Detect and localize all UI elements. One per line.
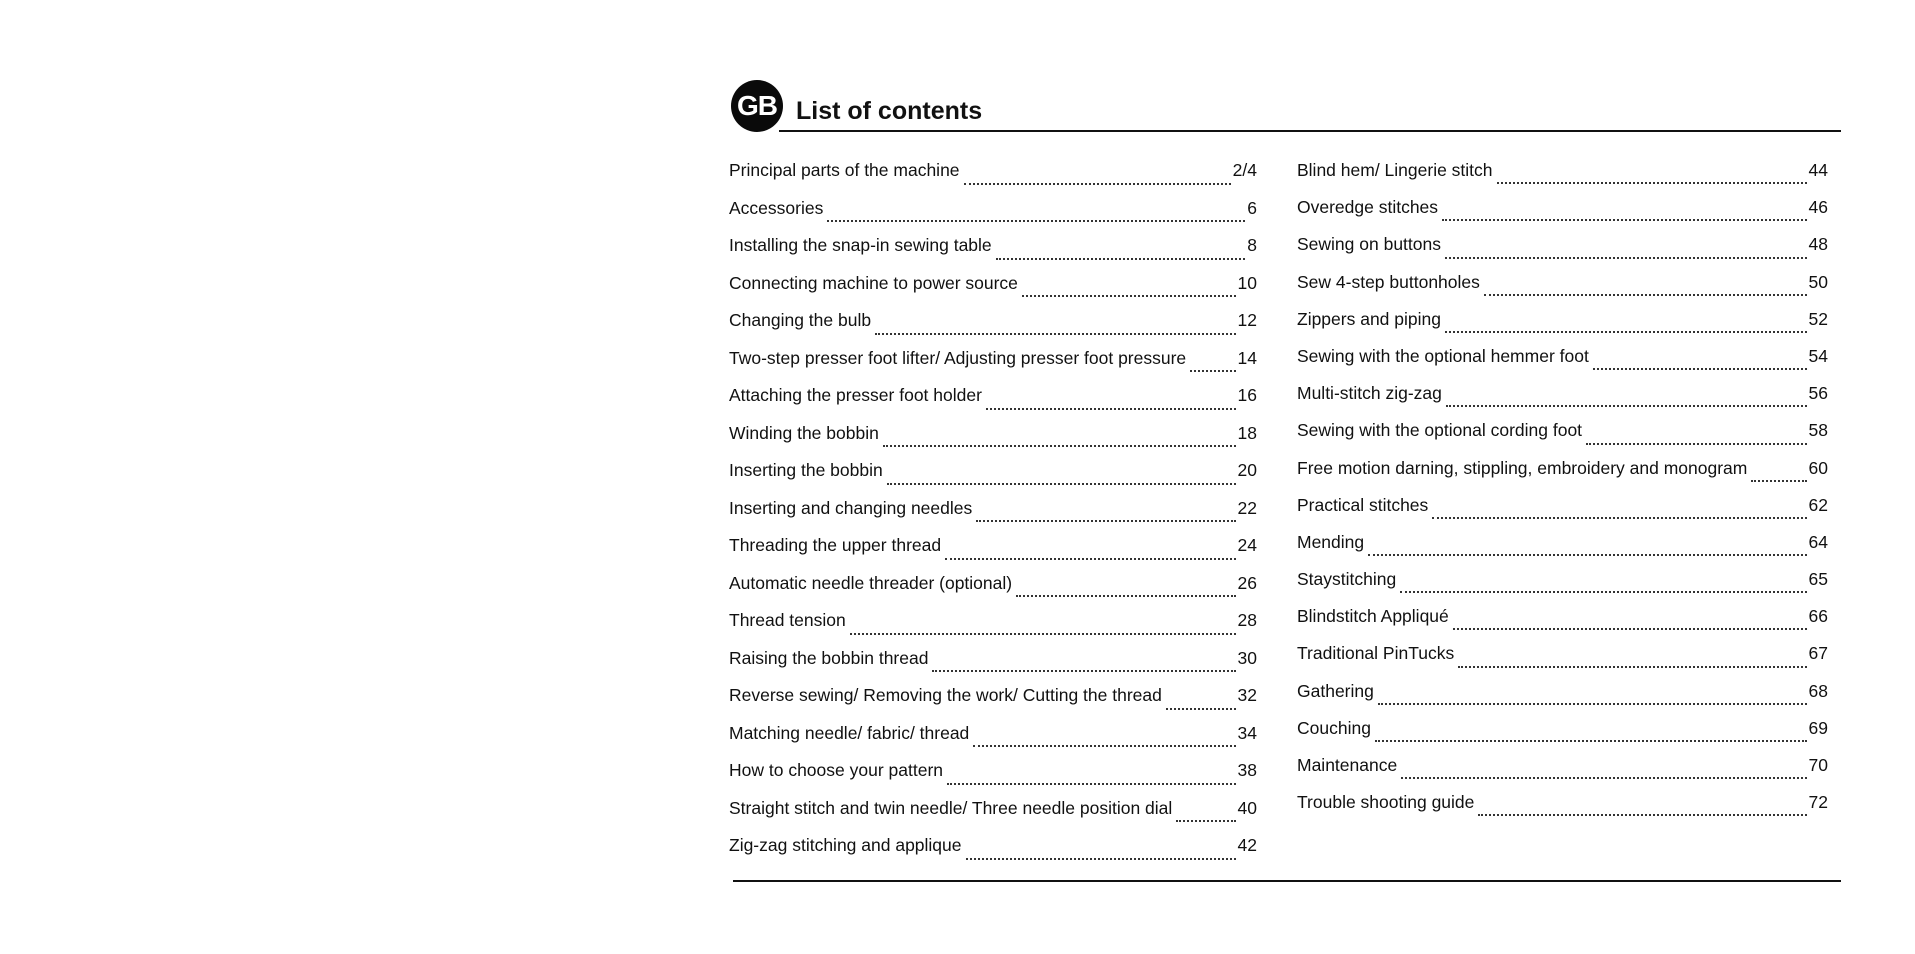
entry-title: Accessories xyxy=(729,197,824,218)
contents-entry[interactable] xyxy=(729,602,1257,640)
entry-page-number: 50 xyxy=(1808,271,1828,292)
dot-leader xyxy=(1432,516,1806,519)
entry-page-number: 20 xyxy=(1237,460,1257,480)
dot-leader xyxy=(1442,218,1806,221)
entry-title: Automatic needle threader (optional) xyxy=(729,572,1013,593)
entry-title: Inserting the bobbin xyxy=(729,460,883,480)
entry-title: Raising the bobbin thread xyxy=(729,647,929,668)
entry-page-number: 66 xyxy=(1808,606,1828,627)
contents-entry[interactable] xyxy=(729,227,1257,265)
entry-page-number: 54 xyxy=(1808,345,1828,366)
dot-leader xyxy=(1484,293,1807,296)
dot-leader xyxy=(1190,369,1235,372)
dot-leader xyxy=(1166,707,1236,710)
entry-page-number: 69 xyxy=(1808,717,1828,738)
entry-title: Blindstitch Appliqué xyxy=(1297,606,1449,627)
entry-title: Multi-stitch zig-zag xyxy=(1297,383,1442,404)
contents-entry[interactable] xyxy=(729,190,1257,228)
contents-entry[interactable] xyxy=(1297,747,1828,784)
contents-entry[interactable] xyxy=(1297,301,1828,338)
entry-page-number: 56 xyxy=(1808,383,1828,404)
contents-entry[interactable] xyxy=(729,752,1257,790)
dot-leader xyxy=(1401,776,1806,779)
entry-page-number: 18 xyxy=(1237,422,1257,443)
dot-leader xyxy=(986,407,1236,410)
dot-leader xyxy=(976,519,1235,522)
contents-entry[interactable] xyxy=(1297,226,1828,263)
contents-entry[interactable] xyxy=(1297,561,1828,598)
dot-leader xyxy=(1586,442,1806,445)
dot-leader xyxy=(875,332,1235,335)
contents-entry[interactable] xyxy=(1297,338,1828,375)
dot-leader xyxy=(1497,181,1807,184)
dot-leader xyxy=(1446,404,1807,407)
entry-title: Two-step presser foot lifter/ Adjusting presser foot pressure xyxy=(729,347,1187,368)
entry-page-number: 14 xyxy=(1237,347,1257,368)
dot-leader xyxy=(827,219,1245,222)
contents-entry[interactable] xyxy=(729,827,1257,865)
entry-page-number: 28 xyxy=(1237,610,1257,630)
dot-leader xyxy=(996,257,1246,260)
entry-title: Free motion darning, stippling, embroidery and monogram xyxy=(1297,457,1748,478)
dot-leader xyxy=(887,482,1236,485)
entry-title: Attaching the presser foot holder xyxy=(729,385,982,405)
entry-title: Maintenance xyxy=(1297,755,1398,775)
contents-entry[interactable] xyxy=(1297,598,1828,635)
contents-entry[interactable] xyxy=(1297,450,1828,487)
contents-entry[interactable] xyxy=(729,790,1257,828)
dot-leader xyxy=(964,182,1231,185)
dot-leader xyxy=(1400,590,1806,593)
entry-page-number: 52 xyxy=(1808,308,1828,329)
entry-title: Threading the upper thread xyxy=(729,535,942,555)
contents-entry[interactable] xyxy=(729,340,1257,378)
dot-leader xyxy=(1016,594,1235,597)
contents-entry[interactable] xyxy=(729,715,1257,753)
entry-title: Staystitching xyxy=(1297,569,1397,590)
dot-leader xyxy=(973,744,1235,747)
entry-page-number: 44 xyxy=(1808,160,1828,180)
entry-page-number: 42 xyxy=(1237,835,1257,855)
entry-title: Trouble shooting guide xyxy=(1297,792,1475,813)
entry-title: Practical stitches xyxy=(1297,494,1429,515)
entry-page-number: 40 xyxy=(1237,797,1257,818)
dot-leader xyxy=(966,857,1236,860)
dot-leader xyxy=(1176,819,1235,822)
dot-leader xyxy=(1445,256,1807,259)
entry-page-number: 12 xyxy=(1237,310,1257,330)
contents-header xyxy=(731,80,1841,136)
entry-page-number: 46 xyxy=(1808,197,1828,218)
entry-title: Sewing with the optional hemmer foot xyxy=(1297,345,1589,366)
entry-page-number: 10 xyxy=(1237,272,1257,293)
entry-title: Changing the bulb xyxy=(729,310,872,330)
entry-title: Couching xyxy=(1297,717,1371,738)
contents-entry[interactable] xyxy=(729,302,1257,340)
entry-page-number: 58 xyxy=(1808,420,1828,441)
entry-page-number: 30 xyxy=(1237,647,1257,668)
dot-leader xyxy=(1375,739,1807,742)
entry-title: Sewing with the optional cording foot xyxy=(1297,420,1583,441)
dot-leader xyxy=(1458,665,1806,668)
entry-title: Zig-zag stitching and applique xyxy=(729,835,962,855)
dot-leader xyxy=(1022,294,1236,297)
entry-page-number: 22 xyxy=(1237,497,1257,518)
contents-entry[interactable] xyxy=(1297,412,1828,449)
contents-entry[interactable] xyxy=(729,565,1257,603)
entry-page-number: 48 xyxy=(1808,234,1828,255)
dot-leader xyxy=(1453,627,1807,630)
contents-column-right xyxy=(1297,152,1828,821)
contents-entry[interactable] xyxy=(729,640,1257,678)
entry-title: Reverse sewing/ Removing the work/ Cutting the thread xyxy=(729,685,1162,705)
contents-entry[interactable] xyxy=(729,677,1257,715)
dot-leader xyxy=(1593,367,1807,370)
page-title: List of contents xyxy=(796,97,983,125)
footer-divider xyxy=(733,880,1841,882)
dot-leader xyxy=(1368,553,1806,556)
dot-leader xyxy=(1378,702,1807,705)
contents-entry[interactable] xyxy=(729,527,1257,565)
entry-title: Zippers and piping xyxy=(1297,308,1441,329)
contents-entry[interactable] xyxy=(1297,673,1828,710)
dot-leader xyxy=(1478,813,1806,816)
entry-title: Inserting and changing needles xyxy=(729,497,973,518)
entry-title: Overedge stitches xyxy=(1297,197,1439,218)
header-divider xyxy=(779,130,1841,132)
entry-page-number: 62 xyxy=(1808,494,1828,515)
contents-column-left xyxy=(729,152,1257,865)
entry-page-number: 24 xyxy=(1237,535,1257,555)
entry-title: Mending xyxy=(1297,531,1365,552)
entry-title: How to choose your pattern xyxy=(729,760,944,780)
entry-page-number: 70 xyxy=(1808,755,1828,775)
entry-page-number: 64 xyxy=(1808,531,1828,552)
entry-title: Installing the snap-in sewing table xyxy=(729,235,992,255)
contents-entry[interactable] xyxy=(729,152,1257,190)
contents-entry[interactable] xyxy=(1297,635,1828,672)
dot-leader xyxy=(883,444,1236,447)
contents-entry[interactable] xyxy=(1297,375,1828,412)
contents-entry[interactable] xyxy=(1297,784,1828,821)
entry-title: Traditional PinTucks xyxy=(1297,643,1455,664)
contents-entry[interactable] xyxy=(1297,189,1828,226)
dot-leader xyxy=(947,782,1236,785)
entry-title: Thread tension xyxy=(729,610,846,630)
entry-page-number: 67 xyxy=(1808,643,1828,664)
entry-title: Blind hem/ Lingerie stitch xyxy=(1297,160,1493,180)
entry-page-number: 38 xyxy=(1237,760,1257,780)
entry-title: Connecting machine to power source xyxy=(729,272,1018,293)
entry-page-number: 16 xyxy=(1237,385,1257,405)
entry-title: Matching needle/ fabric/ thread xyxy=(729,722,970,743)
contents-entry[interactable] xyxy=(1297,710,1828,747)
contents-entry[interactable] xyxy=(1297,152,1828,189)
entry-page-number: 72 xyxy=(1808,792,1828,813)
entry-title: Gathering xyxy=(1297,680,1374,701)
entry-title: Sew 4-step buttonholes xyxy=(1297,271,1480,292)
entry-title: Principal parts of the machine xyxy=(729,160,960,180)
dot-leader xyxy=(1751,479,1806,482)
entry-title: Sewing on buttons xyxy=(1297,234,1441,255)
contents-entry[interactable] xyxy=(729,415,1257,453)
contents-entry[interactable] xyxy=(729,490,1257,528)
contents-entry[interactable] xyxy=(1297,524,1828,561)
entry-page-number: 34 xyxy=(1237,722,1257,743)
dot-leader xyxy=(945,557,1235,560)
contents-entry[interactable] xyxy=(729,265,1257,303)
contents-entry[interactable] xyxy=(1297,264,1828,301)
dot-leader xyxy=(1445,330,1807,333)
dot-leader xyxy=(850,632,1236,635)
entry-page-number: 65 xyxy=(1808,569,1828,590)
contents-entry[interactable] xyxy=(729,452,1257,490)
entry-page-number: 6 xyxy=(1247,197,1257,218)
entry-title: Winding the bobbin xyxy=(729,422,879,443)
entry-title: Straight stitch and twin needle/ Three needle position dial xyxy=(729,797,1173,818)
contents-entry[interactable] xyxy=(729,377,1257,415)
entry-page-number: 60 xyxy=(1808,457,1828,478)
entry-page-number: 32 xyxy=(1237,685,1257,705)
entry-page-number: 68 xyxy=(1808,680,1828,701)
entry-page-number: 2/4 xyxy=(1232,160,1257,180)
dot-leader xyxy=(932,669,1235,672)
language-badge: GB xyxy=(731,80,783,132)
contents-entry[interactable] xyxy=(1297,487,1828,524)
entry-page-number: 26 xyxy=(1237,572,1257,593)
entry-page-number: 8 xyxy=(1247,235,1257,255)
